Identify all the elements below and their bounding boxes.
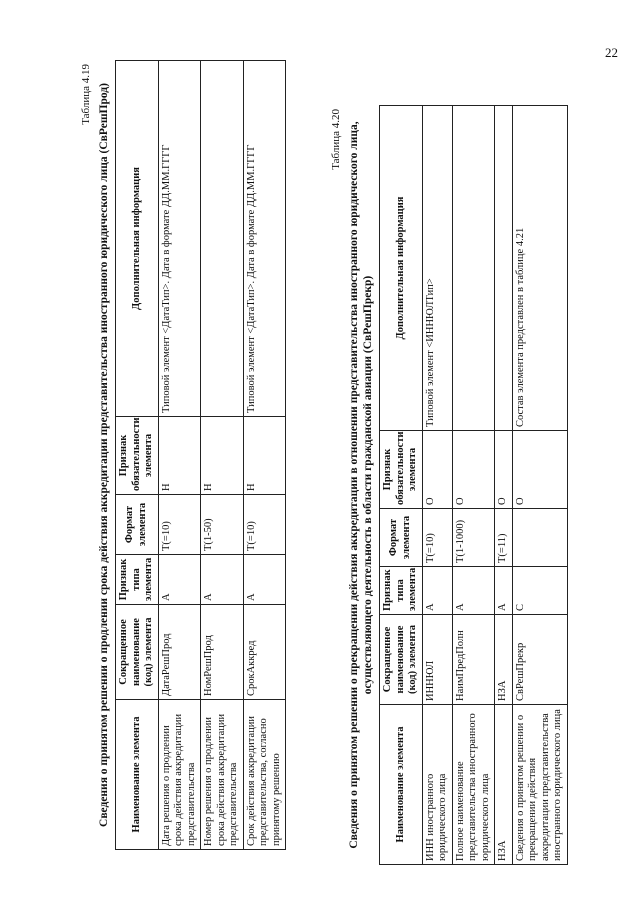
column-header: Дополнительная информация	[380, 106, 423, 431]
element-name: Срок действия аккредитации представительства, согласно принятому решению	[243, 700, 286, 850]
element-required: О	[495, 431, 513, 509]
table-block-4-19	[80, 60, 286, 850]
element-code: НЗА	[495, 615, 513, 705]
element-name: НЗА	[495, 705, 513, 865]
element-type: С	[512, 567, 567, 615]
table-row	[495, 106, 513, 865]
column-header: Наименование элемента	[116, 700, 159, 850]
element-format: T(1-1000)	[452, 509, 495, 567]
element-required: О	[452, 431, 495, 509]
element-format: T(=11)	[495, 509, 513, 567]
column-header: Формат элемента	[380, 509, 423, 567]
element-info	[452, 106, 495, 431]
element-info: Типовой элемент <ДатаТип>. Дата в формате ДД.ММ.ГГГГ	[158, 61, 201, 417]
element-format: T(=10)	[243, 495, 286, 555]
element-code: ИННЮЛ	[422, 615, 452, 705]
element-code: НаимПредПолн	[452, 615, 495, 705]
element-required: О	[512, 431, 567, 509]
element-info: Типовой элемент <ИННЮЛТип>	[422, 106, 452, 431]
element-info: Состав элемента представлен в таблице 4.21	[512, 106, 567, 431]
element-required: О	[422, 431, 452, 509]
column-header: Сокращенное наименование (код) элемента	[116, 605, 159, 700]
table-4-19	[115, 60, 286, 850]
element-code: СвРешПрекр	[512, 615, 567, 705]
table-row	[512, 106, 567, 865]
page-number: 22	[605, 45, 618, 60]
column-header: Признак обязательности элемента	[116, 417, 159, 495]
element-name: Сведения о принятом решении о прекращении действия аккредитации представительства иностранного юридического лица	[512, 705, 567, 865]
element-code: СрокАккред	[243, 605, 286, 700]
element-required: Н	[158, 417, 201, 495]
element-type: А	[452, 567, 495, 615]
column-header: Наименование элемента	[380, 705, 423, 865]
element-info	[495, 106, 513, 431]
element-name: Полное наименование представительства иностранного юридического лица	[452, 705, 495, 865]
element-type: А	[422, 567, 452, 615]
column-header: Признак типа элемента	[380, 567, 423, 615]
table-4-20	[379, 105, 568, 865]
element-format: T(=10)	[158, 495, 201, 555]
table-caption: Таблица 4.20	[330, 109, 342, 170]
element-name: Дата решения о продлении срока действия аккредитации представительства	[158, 700, 201, 850]
table-title: Сведения о принятом решении о прекращении действия аккредитации в отношении представительства иностранного юридического лица, осуществляющего деятельность в области гражданской авиации (СвРешПрекр)	[348, 121, 374, 849]
element-format: T(1-50)	[201, 495, 244, 555]
element-format: T(=10)	[422, 509, 452, 567]
element-name: Номер решения о продлении срока действия аккредитации представительства	[201, 700, 244, 850]
element-format	[512, 509, 567, 567]
element-type: А	[243, 555, 286, 605]
column-header: Сокращенное наименование (код) элемента	[380, 615, 423, 705]
table-caption: Таблица 4.19	[80, 64, 92, 125]
element-type: А	[158, 555, 201, 605]
element-code: НомРешПрод	[201, 605, 244, 700]
element-type: А	[495, 567, 513, 615]
element-name: ИНН иностранного юридического лица	[422, 705, 452, 865]
element-info	[201, 61, 244, 417]
table-row	[201, 61, 244, 850]
column-header: Признак обязательности элемента	[380, 431, 423, 509]
column-header: Дополнительная информация	[116, 61, 159, 417]
element-info: Типовой элемент <ДатаТип>. Дата в формате ДД.ММ.ГГГГ	[243, 61, 286, 417]
table-row	[158, 61, 201, 850]
table-row	[422, 106, 452, 865]
table-title: Сведения о принятом решении о продлении срока действия аккредитации представительства иностранного юридического лица (СвРешПрод)	[98, 83, 110, 827]
table-row	[243, 61, 286, 850]
column-header: Признак типа элемента	[116, 555, 159, 605]
column-header: Формат элемента	[116, 495, 159, 555]
element-required: Н	[243, 417, 286, 495]
table-row	[452, 106, 495, 865]
table-block-4-20	[330, 105, 568, 865]
element-type: А	[201, 555, 244, 605]
element-code: ДатаРешПрод	[158, 605, 201, 700]
element-required: Н	[201, 417, 244, 495]
